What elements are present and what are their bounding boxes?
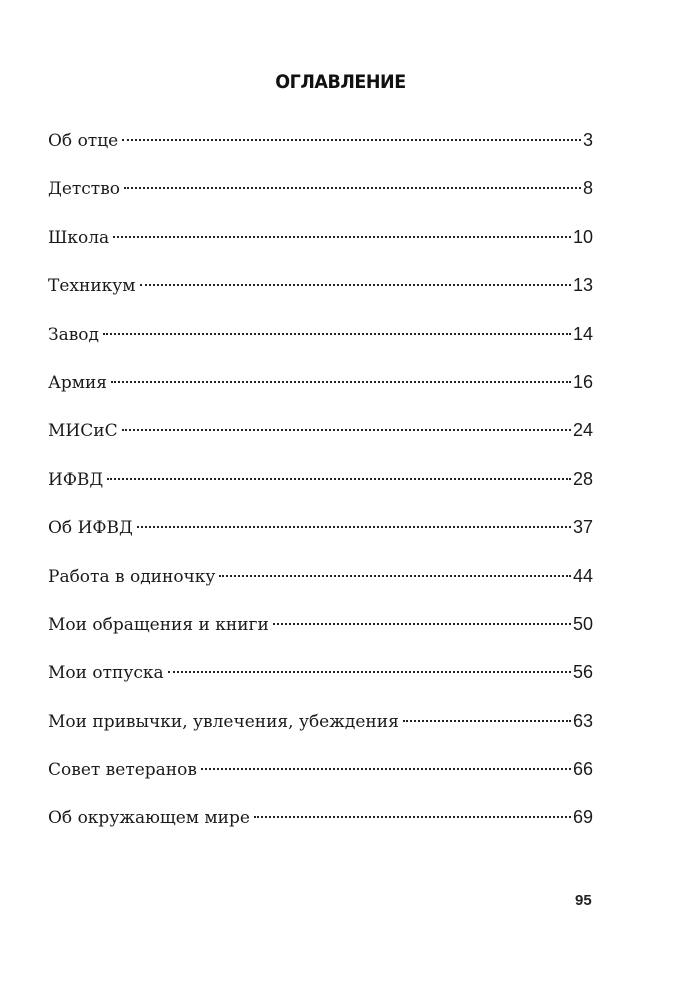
toc-entry-moi-otpuska [48, 659, 593, 707]
toc-entry-ifvd [48, 466, 593, 514]
dot-leader [273, 623, 571, 625]
toc-entry-moi-obrashcheniya [48, 611, 593, 659]
toc-entry-page: 10 [572, 226, 593, 247]
table-of-contents [48, 127, 593, 853]
dot-leader [124, 187, 581, 189]
toc-entry-sovet-veteranov [48, 756, 593, 804]
toc-entry-label: Армия [48, 372, 108, 393]
toc-entry-page: 63 [572, 710, 593, 731]
toc-entry-page: 14 [572, 323, 593, 344]
dot-leader [113, 236, 571, 238]
toc-entry-zavod [48, 321, 593, 369]
toc-entry-page: 69 [572, 807, 593, 828]
page-title: ОГЛАВЛЕНИЕ [275, 71, 406, 93]
toc-entry-page: 8 [582, 178, 593, 199]
dot-leader [111, 381, 571, 383]
toc-entry-armiya [48, 369, 593, 417]
toc-entry-label: Завод [48, 324, 99, 345]
toc-entry-misis [48, 417, 593, 465]
dot-leader [403, 720, 571, 722]
toc-entry-label: Школа [48, 227, 110, 248]
toc-entry-label: Техникум [48, 276, 136, 297]
toc-entry-shkola [48, 224, 593, 272]
dot-leader [219, 575, 571, 577]
toc-entry-page: 56 [572, 662, 593, 683]
toc-entry-moi-privychki [48, 708, 593, 756]
toc-entry-detstvo [48, 175, 593, 223]
dot-leader [140, 284, 571, 286]
toc-entry-label: Мои обращения и книги [48, 614, 269, 635]
dot-leader [254, 816, 571, 818]
toc-entry-label: ИФВД [48, 469, 104, 490]
toc-entry-label: Мои привычки, увлечения, убеждения [48, 711, 399, 732]
toc-entry-page: 13 [572, 275, 593, 296]
dot-leader [168, 671, 571, 673]
dot-leader [122, 139, 581, 141]
dot-leader [137, 526, 571, 528]
toc-entry-page: 3 [582, 130, 593, 150]
toc-entry-page: 50 [572, 613, 593, 634]
dot-leader [122, 429, 571, 431]
toc-entry-page: 16 [572, 371, 593, 392]
toc-entry-label: Совет ветеранов [48, 760, 197, 781]
toc-entry-page: 37 [572, 517, 593, 538]
toc-entry-label: Работа в одиночку [48, 566, 216, 587]
toc-entry-page: 24 [572, 420, 593, 441]
toc-entry-page: 44 [572, 565, 593, 586]
toc-entry-page: 66 [572, 759, 593, 780]
toc-entry-ob-ifvd [48, 514, 593, 562]
dot-leader [201, 768, 571, 770]
toc-entry-label: Мои отпуска [48, 663, 164, 684]
toc-entry-rabota-v-odinochku [48, 563, 593, 611]
page-number: 95 [575, 892, 592, 909]
toc-entry-page: 28 [572, 468, 593, 489]
dot-leader [103, 333, 571, 335]
toc-entry-label: Детство [48, 179, 121, 200]
toc-entry-label: Об ИФВД [48, 518, 133, 539]
toc-entry-tehnikum [48, 272, 593, 320]
toc-entry-ob-otce [48, 127, 593, 175]
toc-entry-label: Об окружающем мире [48, 808, 250, 829]
toc-entry-label: Об отце [48, 131, 119, 151]
toc-entry-label: МИСиС [48, 421, 118, 442]
dot-leader [107, 478, 571, 480]
toc-entry-ob-okruzhayushchem-mire [48, 804, 593, 852]
